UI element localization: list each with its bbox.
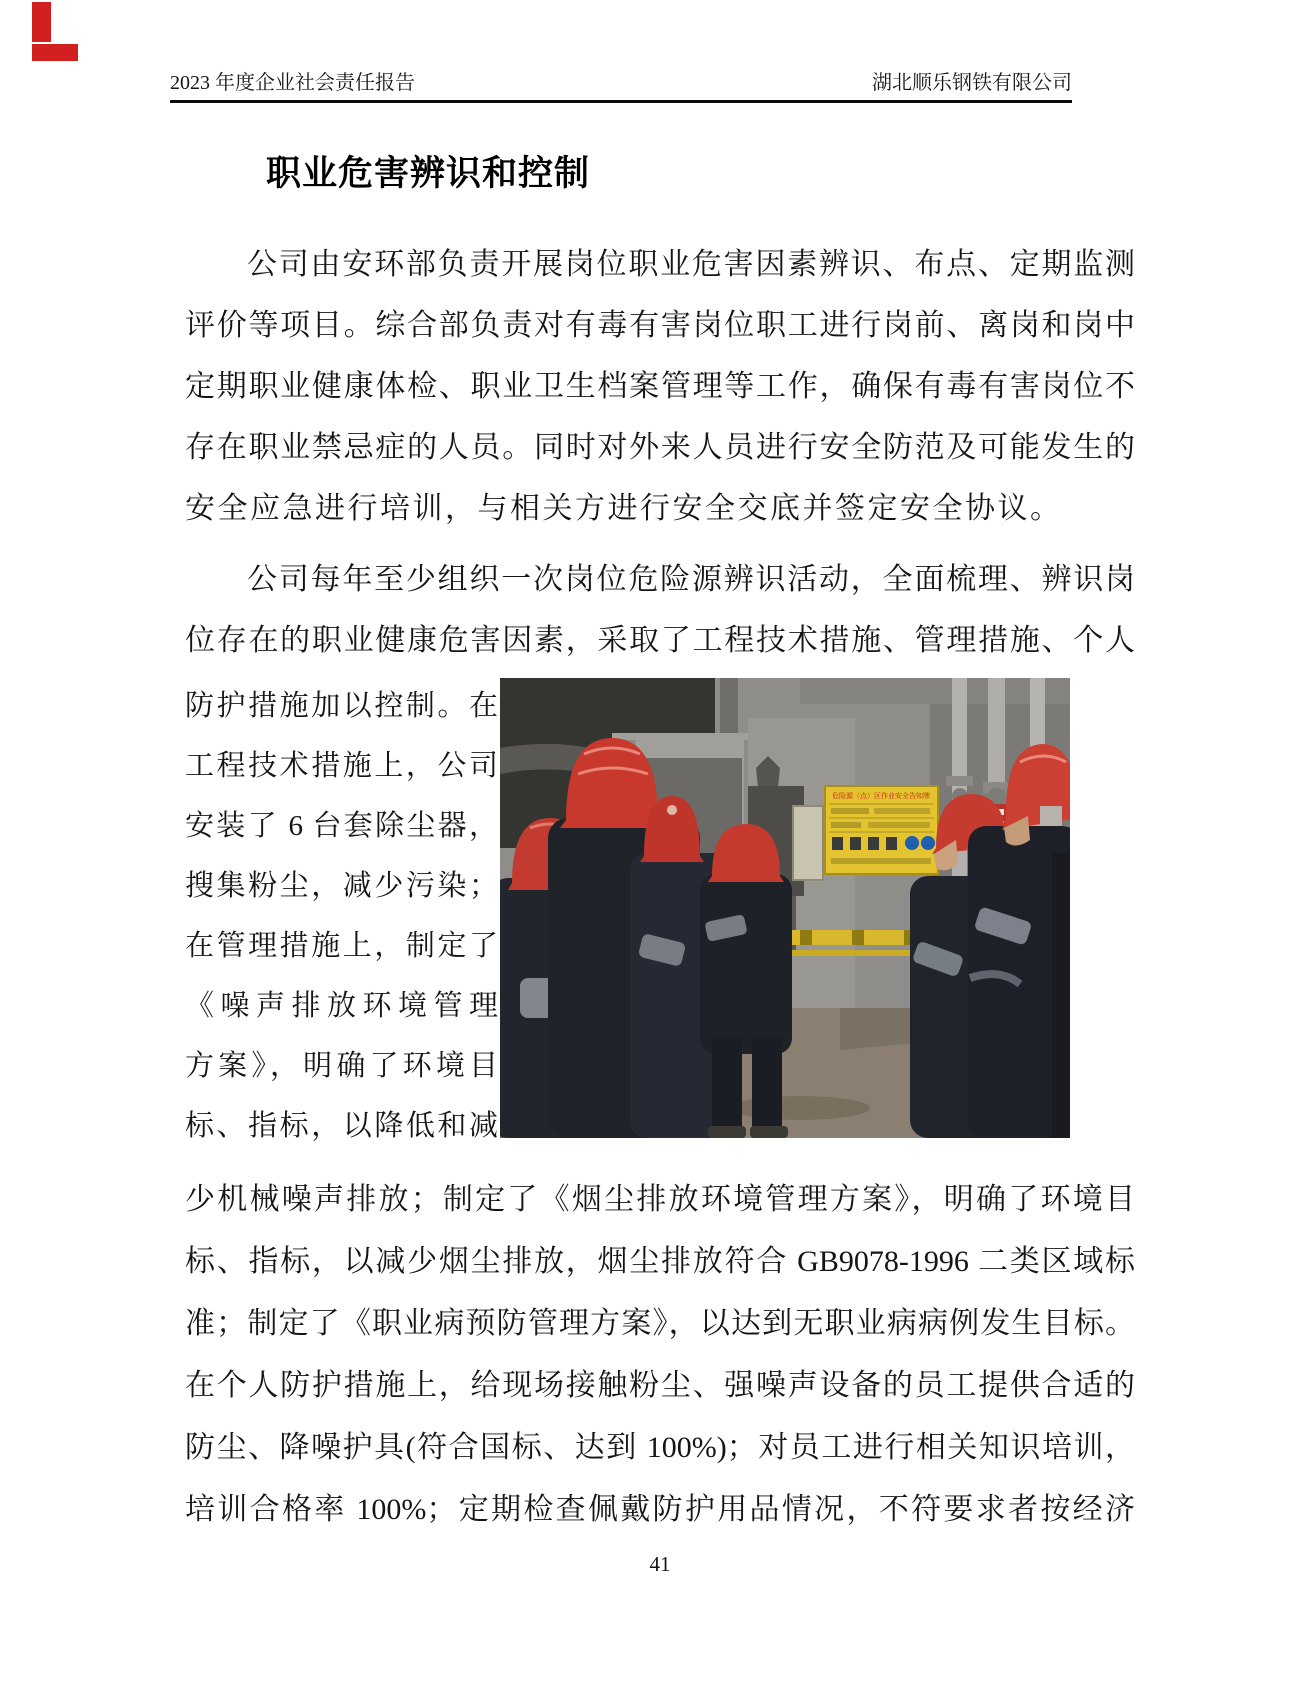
body-line: 安全应急进行培训，与相关方进行安全交底并签定安全协议。 bbox=[185, 492, 1063, 525]
body-line: 安装了 6 台套除尘器， bbox=[185, 810, 498, 842]
safety-sign-board bbox=[825, 786, 938, 874]
body-line: 防护措施加以控制。在 bbox=[185, 690, 498, 722]
paragraph-1 bbox=[185, 234, 1135, 539]
page-header bbox=[170, 70, 1072, 103]
body-line: 方案》，明确了环境目 bbox=[185, 1050, 498, 1082]
body-line: 准；制定了《职业病预防管理方案》，以达到无职业病病例发生目标。 bbox=[185, 1307, 1135, 1340]
body-line: 防尘、降噪护具(符合国标、达到 100%)；对员工进行相关知识培训， bbox=[185, 1431, 1135, 1464]
corner-bookmark-icon bbox=[28, 0, 88, 64]
body-line: 标、指标，以减少烟尘排放，烟尘排放符合 GB9078-1996 二类区域标 bbox=[185, 1245, 1135, 1278]
body-line: 搜集粉尘，减少污染； bbox=[185, 870, 498, 902]
control-box bbox=[793, 806, 823, 880]
header-company-name: 湖北顺乐钢铁有限公司 bbox=[872, 72, 1072, 94]
body-line: 评价等项目。综合部负责对有毒有害岗位职工进行岗前、离岗和岗中 bbox=[185, 309, 1135, 342]
body-line: 定期职业健康体检、职业卫生档案管理等工作，确保有毒有害岗位不 bbox=[185, 370, 1135, 403]
body-line: 《噪声排放环境管理 bbox=[185, 990, 498, 1022]
header-report-title: 2023 年度企业社会责任报告 bbox=[170, 72, 415, 94]
body-line: 位存在的职业健康危害因素，采取了工程技术措施、管理措施、个人 bbox=[185, 624, 1135, 657]
body-line: 公司由安环部负责开展岗位职业危害因素辨识、布点、定期监测 bbox=[247, 248, 1135, 281]
body-line: 在管理措施上，制定了 bbox=[185, 930, 498, 962]
text-column-beside-photo bbox=[185, 676, 498, 1156]
body-line: 标、指标，以降低和减 bbox=[185, 1110, 498, 1142]
safety-sign-title: 危险源（点）区作业安全告知牌 bbox=[832, 793, 930, 800]
body-line: 少机械噪声排放；制定了《烟尘排放环境管理方案》，明确了环境目 bbox=[185, 1183, 1135, 1216]
body-line: 在个人防护措施上，给现场接触粉尘、强噪声设备的员工提供合适的 bbox=[185, 1369, 1135, 1402]
worker-figure bbox=[1052, 853, 1070, 1138]
worksite-photo bbox=[500, 678, 1070, 1138]
corner-mark-horizontal bbox=[32, 44, 78, 61]
worksite-photo-illustration bbox=[500, 678, 1070, 1138]
body-line: 工程技术措施上，公司 bbox=[185, 750, 498, 782]
body-line: 公司每年至少组织一次岗位危险源辨识活动，全面梳理、辨识岗 bbox=[247, 563, 1135, 596]
page-number: 41 bbox=[649, 1552, 671, 1576]
corner-mark-vertical bbox=[32, 2, 51, 42]
paragraph-2 bbox=[185, 549, 1135, 671]
body-line: 培训合格率 100%；定期检查佩戴防护用品情况，不符要求者按经济 bbox=[185, 1493, 1135, 1526]
paragraph-3 bbox=[185, 1169, 1135, 1541]
body-line: 存在职业禁忌症的人员。同时对外来人员进行安全防范及可能发生的 bbox=[185, 431, 1135, 464]
section-title: 职业危害辨识和控制 bbox=[266, 154, 591, 193]
